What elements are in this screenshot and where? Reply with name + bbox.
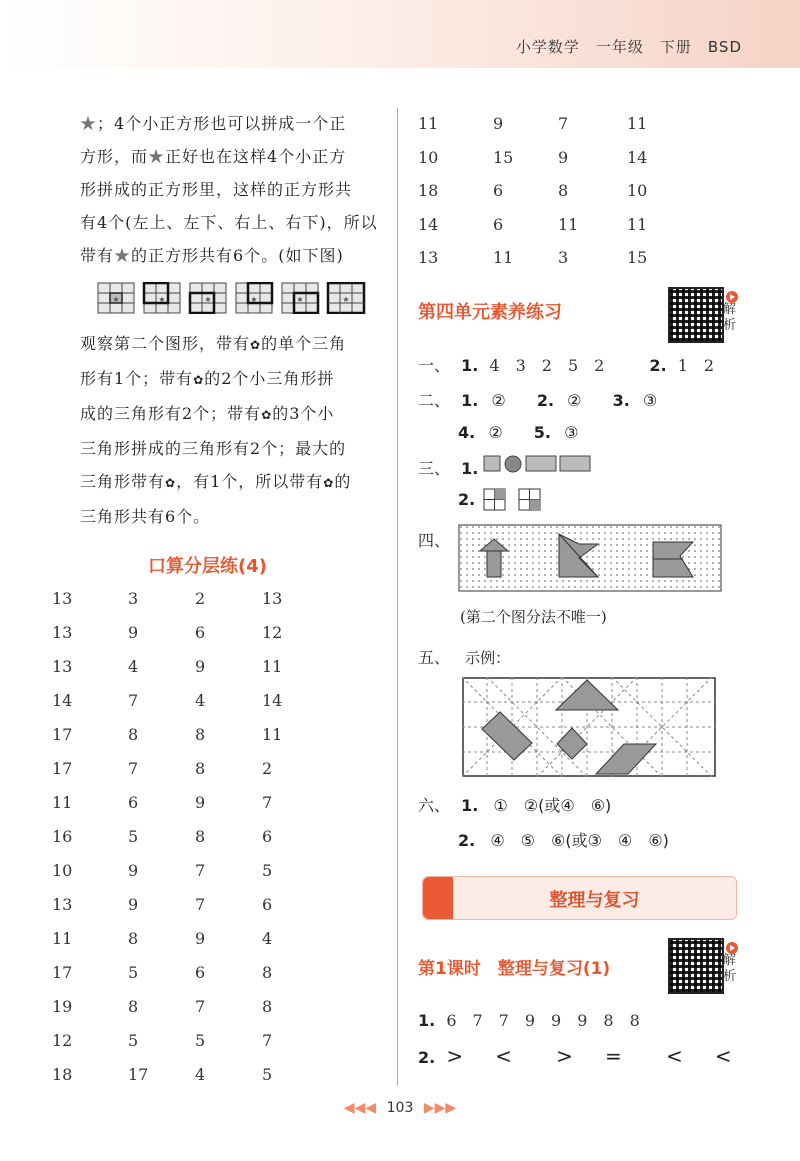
svg-text:★: ★ (112, 295, 120, 304)
kousuan-cell: 8 (195, 827, 206, 846)
kousuan-cell: 3 (558, 248, 569, 267)
flower-icon: ✿ (165, 476, 177, 490)
section-title: 整理与复习 (549, 890, 640, 911)
grid-shapes-figure (458, 524, 724, 598)
header-title: 小学数学 一年级 下册 BSD (515, 38, 742, 56)
section-banner (422, 876, 737, 920)
kousuan-cell: 11 (52, 929, 73, 948)
unit4-title: 第四单元素养练习 (418, 302, 562, 323)
kousuan-cell: 8 (195, 759, 206, 778)
flower-icon: ✿ (193, 373, 205, 387)
kousuan-cell: 9 (128, 861, 139, 880)
page-footer (0, 1100, 800, 1116)
kousuan-cell: 2 (262, 759, 273, 778)
kousuan-cell: 6 (493, 214, 504, 234)
header-band (0, 0, 800, 68)
kousuan-cell: 10 (52, 861, 73, 880)
svg-text:★: ★ (296, 295, 304, 304)
kousuan-cell: 17 (52, 725, 73, 744)
kousuan-cell: 5 (262, 861, 273, 880)
kousuan-cell: 14 (262, 691, 283, 710)
flower-icon: ✿ (261, 408, 273, 422)
answer-row-2: 二、 1. ② 2. ② 3. ③ (418, 391, 658, 410)
kousuan-cell: 11 (627, 114, 648, 133)
shape-answers-1 (483, 455, 593, 477)
column-divider (397, 108, 398, 1086)
kousuan-cell: 8 (128, 725, 139, 744)
kousuan-cell: 13 (52, 895, 73, 914)
kousuan-cell: 7 (558, 114, 569, 133)
kousuan-cell: 4 (195, 691, 206, 710)
kousuan-cell: 12 (52, 1031, 73, 1050)
figure-note: (第二个图分法不唯一) (460, 608, 607, 626)
kousuan-cell: 14 (418, 214, 439, 234)
kousuan-cell: 9 (195, 657, 206, 676)
star-icon: ★ (114, 246, 132, 265)
kousuan-cell: 8 (262, 963, 273, 982)
kousuan-cell: 15 (493, 147, 514, 167)
kousuan-cell: 13 (52, 589, 73, 608)
kousuan-cell: 4 (262, 929, 273, 948)
answer-row-6b: 2. ④ ⑤ ⑥(或③ ④ ⑥) (458, 831, 669, 850)
kousuan-cell: 4 (128, 657, 139, 676)
square-diagram (98, 283, 134, 313)
kousuan-title: 口算分层练(4) (148, 556, 267, 577)
qr-label: 解析 (723, 302, 737, 333)
kousuan-cell: 13 (52, 657, 73, 676)
review-answer-1: 1. 6 7 7 9 9 9 8 8 (418, 1011, 640, 1030)
kousuan-cell: 7 (262, 1031, 273, 1050)
answer-row-5: 五、 示例： (418, 648, 511, 667)
explanation-paragraph-2: 观察第二个图形，带有✿的单个三角 形有1个；带有✿的2个小三角形拼 成的三角形有2个；带有✿的3个小 三角形拼成的三角形有2个；最大的 三角形带有✿，有1个，所以带有✿的 三角形共有6个。 (80, 334, 352, 526)
kousuan-cell: 5 (128, 963, 139, 982)
kousuan-cell: 18 (418, 181, 439, 200)
answer-row-4-label: 四、 (418, 531, 451, 550)
kousuan-cell: 11 (52, 793, 73, 812)
kousuan-cell: 5 (128, 827, 139, 846)
explanation-paragraph-1: ★；4个小正方形也可以拼成一个正 方形，而★正好也在这样4个小正方 形拼成的正方形里，这样的正方形共 有4个(左上、左下、右上、右下)，所以 带有★的正方形共有6个。(如下图) (80, 114, 378, 265)
kousuan-cell: 9 (128, 623, 139, 642)
kousuan-cell: 14 (52, 691, 73, 710)
qr-code-icon[interactable] (668, 287, 724, 343)
section-banner-accent (423, 877, 453, 919)
kousuan-cell: 7 (195, 997, 206, 1016)
kousuan-cell: 8 (195, 725, 206, 744)
kousuan-cell: 8 (128, 997, 139, 1016)
kousuan-cell: 6 (128, 793, 139, 812)
kousuan-cell: 8 (128, 929, 139, 948)
kousuan-cell: 18 (52, 1065, 73, 1084)
square-diagrams (97, 282, 367, 314)
answer-row-6: 六、 1. ① ②(或④ ⑥) (418, 796, 612, 815)
kousuan-cell: 7 (195, 861, 206, 880)
kousuan-cell: 10 (418, 147, 439, 167)
kousuan-cell: 11 (262, 657, 283, 676)
kousuan-cell: 6 (262, 895, 273, 914)
qr-code-icon[interactable] (668, 938, 724, 994)
shape-answers-2 (483, 488, 553, 516)
answer-row-3: 三、 1. (418, 459, 479, 478)
kousuan-cell: 4 (195, 1065, 206, 1084)
svg-text:★: ★ (204, 295, 212, 304)
kousuan-cell: 15 (627, 248, 648, 267)
flower-icon: ✿ (323, 476, 335, 490)
star-icon: ★ (148, 147, 166, 166)
kousuan-cell: 14 (627, 147, 648, 167)
lesson-title: 第1课时 整理与复习(1) (418, 959, 611, 979)
kousuan-cell: 3 (128, 589, 139, 608)
kousuan-cell: 9 (558, 147, 569, 167)
kousuan-cell: 17 (128, 1065, 149, 1084)
kousuan-cell: 8 (262, 997, 273, 1016)
kousuan-cell: 9 (128, 895, 139, 914)
review-answer-2: 2. > < > = < < (418, 1044, 738, 1068)
kousuan-cell: 7 (195, 895, 206, 914)
kousuan-cell: 6 (493, 181, 504, 200)
kousuan-cell: 2 (195, 589, 206, 608)
prev-arrows-icon: ◀◀◀ (343, 1100, 377, 1116)
kousuan-cell: 6 (262, 827, 273, 846)
kousuan-cell: 7 (262, 793, 273, 812)
kousuan-cell: 11 (627, 214, 648, 234)
star-icon: ★ (80, 114, 98, 133)
kousuan-cell: 5 (128, 1031, 139, 1050)
svg-text:★: ★ (158, 295, 166, 304)
answer-row-1: 一、 1. 4 3 2 5 2 2. 1 2 (418, 356, 715, 375)
kousuan-cell: 9 (195, 793, 206, 812)
kousuan-cell: 9 (195, 929, 206, 948)
tangram-figure (462, 677, 718, 783)
kousuan-cell: 6 (195, 623, 206, 642)
kousuan-cell: 5 (262, 1065, 273, 1084)
page-number: 103 (386, 1100, 414, 1116)
kousuan-cell: 19 (52, 997, 73, 1016)
kousuan-cell: 17 (52, 759, 73, 778)
answer-row-3b: 2. (458, 490, 476, 509)
kousuan-cell: 8 (558, 181, 569, 200)
svg-text:★: ★ (342, 295, 350, 304)
answer-row-2b: 4. ② 5. ③ (458, 423, 579, 442)
kousuan-cell: 11 (418, 114, 439, 133)
kousuan-cell: 9 (493, 114, 504, 133)
kousuan-cell: 11 (558, 214, 579, 234)
kousuan-cell: 16 (52, 827, 73, 846)
kousuan-cell: 7 (128, 691, 139, 710)
kousuan-cell: 13 (418, 248, 439, 267)
kousuan-cell: 10 (627, 181, 648, 200)
qr-label: 解析 (723, 953, 737, 984)
kousuan-cell: 17 (52, 963, 73, 982)
kousuan-cell: 11 (493, 248, 514, 267)
svg-text:★: ★ (250, 295, 258, 304)
flower-icon: ✿ (250, 338, 262, 352)
kousuan-cell: 11 (262, 725, 283, 744)
kousuan-cell: 5 (195, 1031, 206, 1050)
kousuan-cell: 13 (262, 589, 283, 608)
kousuan-cell: 12 (262, 623, 283, 642)
kousuan-cell: 13 (52, 623, 73, 642)
kousuan-cell: 7 (128, 759, 139, 778)
kousuan-cell: 6 (195, 963, 206, 982)
next-arrows-icon: ▶▶▶ (423, 1100, 457, 1116)
